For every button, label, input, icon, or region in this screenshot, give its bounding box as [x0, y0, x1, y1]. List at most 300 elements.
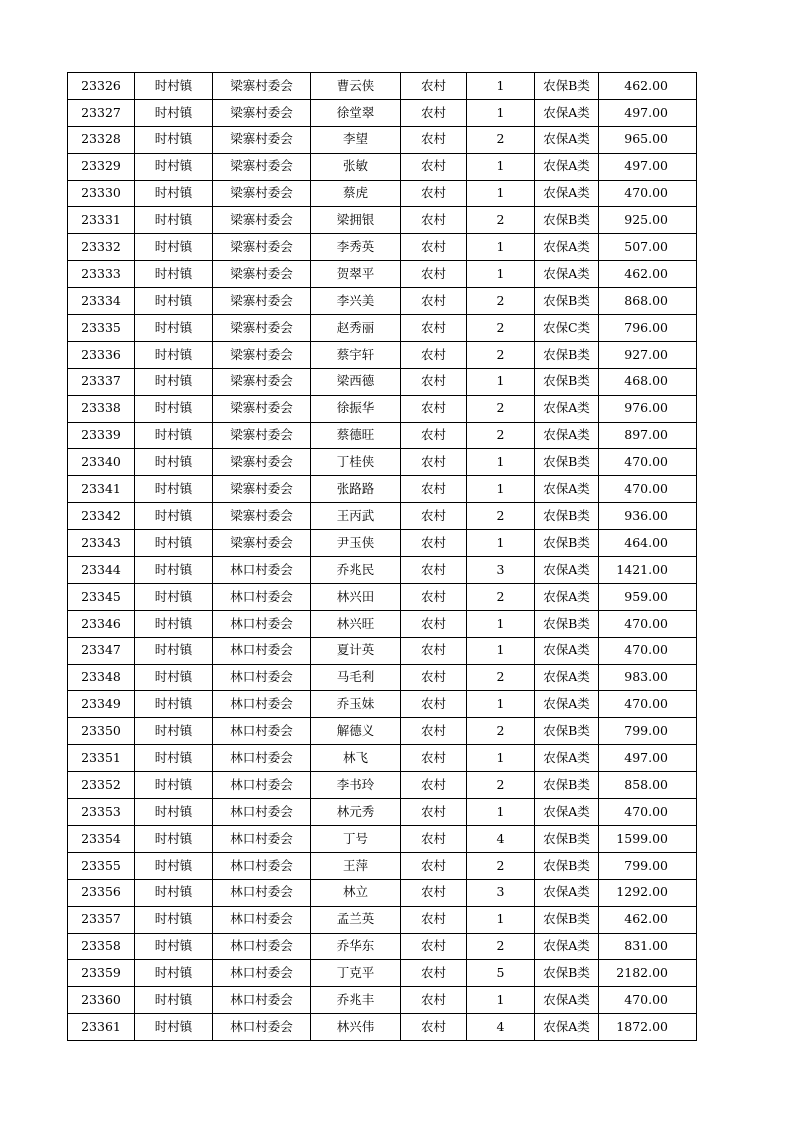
area-type-cell: 农村 — [401, 583, 467, 610]
village-cell: 梁寨村委会 — [213, 315, 311, 342]
record-id-cell: 23342 — [68, 503, 135, 530]
category-cell: 农保A类 — [535, 395, 599, 422]
area-type-cell: 农村 — [401, 745, 467, 772]
town-cell: 时村镇 — [135, 395, 213, 422]
household-count-cell: 2 — [467, 718, 535, 745]
table-row — [68, 288, 697, 315]
table-row — [68, 126, 697, 153]
category-cell: 农保B类 — [535, 207, 599, 234]
benefit-table — [67, 72, 697, 1041]
amount-cell: 927.00 — [599, 341, 697, 368]
village-cell: 林口村委会 — [213, 691, 311, 718]
household-count-cell: 1 — [467, 234, 535, 261]
category-cell: 农保B类 — [535, 772, 599, 799]
town-cell: 时村镇 — [135, 610, 213, 637]
town-cell: 时村镇 — [135, 315, 213, 342]
village-cell: 林口村委会 — [213, 772, 311, 799]
area-type-cell: 农村 — [401, 718, 467, 745]
person-name-cell: 张敏 — [311, 153, 401, 180]
household-count-cell: 2 — [467, 852, 535, 879]
household-count-cell: 2 — [467, 772, 535, 799]
area-type-cell: 农村 — [401, 637, 467, 664]
table-row — [68, 852, 697, 879]
town-cell: 时村镇 — [135, 368, 213, 395]
amount-cell: 799.00 — [599, 852, 697, 879]
area-type-cell: 农村 — [401, 368, 467, 395]
town-cell: 时村镇 — [135, 449, 213, 476]
person-name-cell: 林兴田 — [311, 583, 401, 610]
town-cell: 时村镇 — [135, 799, 213, 826]
person-name-cell: 丁桂侠 — [311, 449, 401, 476]
household-count-cell: 3 — [467, 557, 535, 584]
table-row — [68, 772, 697, 799]
amount-cell: 470.00 — [599, 637, 697, 664]
record-id-cell: 23350 — [68, 718, 135, 745]
amount-cell: 470.00 — [599, 449, 697, 476]
amount-cell: 468.00 — [599, 368, 697, 395]
village-cell: 梁寨村委会 — [213, 234, 311, 261]
village-cell: 林口村委会 — [213, 664, 311, 691]
amount-cell: 470.00 — [599, 180, 697, 207]
household-count-cell: 2 — [467, 422, 535, 449]
person-name-cell: 曹云侠 — [311, 73, 401, 100]
category-cell: 农保A类 — [535, 153, 599, 180]
category-cell: 农保B类 — [535, 825, 599, 852]
town-cell: 时村镇 — [135, 1014, 213, 1041]
area-type-cell: 农村 — [401, 261, 467, 288]
category-cell: 农保B类 — [535, 341, 599, 368]
person-name-cell: 贺翠平 — [311, 261, 401, 288]
town-cell: 时村镇 — [135, 825, 213, 852]
category-cell: 农保A类 — [535, 99, 599, 126]
household-count-cell: 2 — [467, 288, 535, 315]
person-name-cell: 赵秀丽 — [311, 315, 401, 342]
amount-cell: 858.00 — [599, 772, 697, 799]
amount-cell: 470.00 — [599, 476, 697, 503]
person-name-cell: 丁克平 — [311, 960, 401, 987]
household-count-cell: 4 — [467, 825, 535, 852]
table-row — [68, 583, 697, 610]
record-id-cell: 23359 — [68, 960, 135, 987]
household-count-cell: 2 — [467, 341, 535, 368]
household-count-cell: 1 — [467, 153, 535, 180]
area-type-cell: 农村 — [401, 476, 467, 503]
household-count-cell: 2 — [467, 664, 535, 691]
area-type-cell: 农村 — [401, 664, 467, 691]
table-row — [68, 503, 697, 530]
amount-cell: 1872.00 — [599, 1014, 697, 1041]
person-name-cell: 林元秀 — [311, 799, 401, 826]
record-id-cell: 23347 — [68, 637, 135, 664]
table-row — [68, 180, 697, 207]
amount-cell: 462.00 — [599, 261, 697, 288]
amount-cell: 470.00 — [599, 799, 697, 826]
person-name-cell: 林飞 — [311, 745, 401, 772]
person-name-cell: 徐堂翠 — [311, 99, 401, 126]
table-row — [68, 825, 697, 852]
area-type-cell: 农村 — [401, 879, 467, 906]
amount-cell: 1599.00 — [599, 825, 697, 852]
category-cell: 农保B类 — [535, 610, 599, 637]
area-type-cell: 农村 — [401, 126, 467, 153]
household-count-cell: 4 — [467, 1014, 535, 1041]
village-cell: 林口村委会 — [213, 906, 311, 933]
table-row — [68, 368, 697, 395]
household-count-cell: 2 — [467, 395, 535, 422]
amount-cell: 897.00 — [599, 422, 697, 449]
area-type-cell: 农村 — [401, 234, 467, 261]
area-type-cell: 农村 — [401, 395, 467, 422]
record-id-cell: 23338 — [68, 395, 135, 422]
household-count-cell: 1 — [467, 368, 535, 395]
category-cell: 农保B类 — [535, 449, 599, 476]
village-cell: 梁寨村委会 — [213, 126, 311, 153]
town-cell: 时村镇 — [135, 99, 213, 126]
area-type-cell: 农村 — [401, 825, 467, 852]
village-cell: 林口村委会 — [213, 960, 311, 987]
amount-cell: 470.00 — [599, 691, 697, 718]
record-id-cell: 23360 — [68, 987, 135, 1014]
town-cell: 时村镇 — [135, 583, 213, 610]
person-name-cell: 蔡德旺 — [311, 422, 401, 449]
table-row — [68, 799, 697, 826]
household-count-cell: 2 — [467, 583, 535, 610]
town-cell: 时村镇 — [135, 422, 213, 449]
household-count-cell: 1 — [467, 987, 535, 1014]
category-cell: 农保A类 — [535, 987, 599, 1014]
area-type-cell: 农村 — [401, 933, 467, 960]
town-cell: 时村镇 — [135, 987, 213, 1014]
record-id-cell: 23328 — [68, 126, 135, 153]
person-name-cell: 尹玉侠 — [311, 530, 401, 557]
area-type-cell: 农村 — [401, 772, 467, 799]
record-id-cell: 23332 — [68, 234, 135, 261]
household-count-cell: 1 — [467, 99, 535, 126]
village-cell: 梁寨村委会 — [213, 503, 311, 530]
town-cell: 时村镇 — [135, 341, 213, 368]
category-cell: 农保A类 — [535, 583, 599, 610]
record-id-cell: 23326 — [68, 73, 135, 100]
person-name-cell: 蔡虎 — [311, 180, 401, 207]
person-name-cell: 林兴旺 — [311, 610, 401, 637]
village-cell: 梁寨村委会 — [213, 99, 311, 126]
area-type-cell: 农村 — [401, 449, 467, 476]
area-type-cell: 农村 — [401, 987, 467, 1014]
amount-cell: 976.00 — [599, 395, 697, 422]
record-id-cell: 23336 — [68, 341, 135, 368]
town-cell: 时村镇 — [135, 933, 213, 960]
town-cell: 时村镇 — [135, 852, 213, 879]
area-type-cell: 农村 — [401, 557, 467, 584]
table-row — [68, 73, 697, 100]
person-name-cell: 李秀英 — [311, 234, 401, 261]
household-count-cell: 2 — [467, 207, 535, 234]
record-id-cell: 23361 — [68, 1014, 135, 1041]
area-type-cell: 农村 — [401, 73, 467, 100]
record-id-cell: 23334 — [68, 288, 135, 315]
table-row — [68, 933, 697, 960]
town-cell: 时村镇 — [135, 664, 213, 691]
village-cell: 梁寨村委会 — [213, 422, 311, 449]
town-cell: 时村镇 — [135, 691, 213, 718]
person-name-cell: 梁西德 — [311, 368, 401, 395]
household-count-cell: 1 — [467, 73, 535, 100]
household-count-cell: 1 — [467, 530, 535, 557]
table-row — [68, 341, 697, 368]
category-cell: 农保A类 — [535, 879, 599, 906]
village-cell: 林口村委会 — [213, 879, 311, 906]
table-row — [68, 718, 697, 745]
village-cell: 林口村委会 — [213, 718, 311, 745]
category-cell: 农保A类 — [535, 1014, 599, 1041]
record-id-cell: 23346 — [68, 610, 135, 637]
record-id-cell: 23353 — [68, 799, 135, 826]
record-id-cell: 23343 — [68, 530, 135, 557]
amount-cell: 925.00 — [599, 207, 697, 234]
category-cell: 农保A类 — [535, 799, 599, 826]
table-row — [68, 691, 697, 718]
person-name-cell: 蔡宇轩 — [311, 341, 401, 368]
table-row — [68, 153, 697, 180]
table-body — [68, 73, 697, 1041]
category-cell: 农保A类 — [535, 637, 599, 664]
amount-cell: 983.00 — [599, 664, 697, 691]
household-count-cell: 1 — [467, 637, 535, 664]
record-id-cell: 23327 — [68, 99, 135, 126]
category-cell: 农保A类 — [535, 476, 599, 503]
area-type-cell: 农村 — [401, 691, 467, 718]
area-type-cell: 农村 — [401, 852, 467, 879]
record-id-cell: 23355 — [68, 852, 135, 879]
record-id-cell: 23358 — [68, 933, 135, 960]
village-cell: 梁寨村委会 — [213, 341, 311, 368]
person-name-cell: 丁号 — [311, 825, 401, 852]
village-cell: 林口村委会 — [213, 799, 311, 826]
person-name-cell: 解德义 — [311, 718, 401, 745]
village-cell: 梁寨村委会 — [213, 288, 311, 315]
amount-cell: 464.00 — [599, 530, 697, 557]
table-row — [68, 476, 697, 503]
category-cell: 农保A类 — [535, 933, 599, 960]
village-cell: 林口村委会 — [213, 557, 311, 584]
person-name-cell: 李望 — [311, 126, 401, 153]
category-cell: 农保A类 — [535, 180, 599, 207]
record-id-cell: 23351 — [68, 745, 135, 772]
village-cell: 林口村委会 — [213, 610, 311, 637]
table-row — [68, 315, 697, 342]
amount-cell: 799.00 — [599, 718, 697, 745]
table-row — [68, 422, 697, 449]
person-name-cell: 乔兆民 — [311, 557, 401, 584]
area-type-cell: 农村 — [401, 422, 467, 449]
category-cell: 农保B类 — [535, 852, 599, 879]
category-cell: 农保A类 — [535, 664, 599, 691]
person-name-cell: 梁拥银 — [311, 207, 401, 234]
household-count-cell: 3 — [467, 879, 535, 906]
area-type-cell: 农村 — [401, 503, 467, 530]
village-cell: 林口村委会 — [213, 583, 311, 610]
amount-cell: 959.00 — [599, 583, 697, 610]
town-cell: 时村镇 — [135, 637, 213, 664]
area-type-cell: 农村 — [401, 799, 467, 826]
category-cell: 农保A类 — [535, 261, 599, 288]
record-id-cell: 23330 — [68, 180, 135, 207]
category-cell: 农保B类 — [535, 73, 599, 100]
household-count-cell: 1 — [467, 449, 535, 476]
household-count-cell: 1 — [467, 745, 535, 772]
town-cell: 时村镇 — [135, 503, 213, 530]
village-cell: 梁寨村委会 — [213, 530, 311, 557]
area-type-cell: 农村 — [401, 1014, 467, 1041]
village-cell: 林口村委会 — [213, 1014, 311, 1041]
town-cell: 时村镇 — [135, 530, 213, 557]
table-row — [68, 530, 697, 557]
household-count-cell: 2 — [467, 315, 535, 342]
town-cell: 时村镇 — [135, 180, 213, 207]
person-name-cell: 李兴美 — [311, 288, 401, 315]
table-row — [68, 664, 697, 691]
category-cell: 农保A类 — [535, 691, 599, 718]
table-row — [68, 234, 697, 261]
town-cell: 时村镇 — [135, 288, 213, 315]
table-row — [68, 395, 697, 422]
record-id-cell: 23331 — [68, 207, 135, 234]
area-type-cell: 农村 — [401, 99, 467, 126]
amount-cell: 462.00 — [599, 906, 697, 933]
category-cell: 农保B类 — [535, 906, 599, 933]
table-row — [68, 1014, 697, 1041]
category-cell: 农保A类 — [535, 234, 599, 261]
village-cell: 梁寨村委会 — [213, 368, 311, 395]
record-id-cell: 23341 — [68, 476, 135, 503]
household-count-cell: 2 — [467, 933, 535, 960]
household-count-cell: 1 — [467, 610, 535, 637]
table-row — [68, 987, 697, 1014]
category-cell: 农保B类 — [535, 288, 599, 315]
person-name-cell: 马毛利 — [311, 664, 401, 691]
table-row — [68, 906, 697, 933]
amount-cell: 936.00 — [599, 503, 697, 530]
town-cell: 时村镇 — [135, 207, 213, 234]
village-cell: 梁寨村委会 — [213, 261, 311, 288]
amount-cell: 470.00 — [599, 610, 697, 637]
record-id-cell: 23335 — [68, 315, 135, 342]
amount-cell: 507.00 — [599, 234, 697, 261]
household-count-cell: 1 — [467, 180, 535, 207]
category-cell: 农保A类 — [535, 422, 599, 449]
town-cell: 时村镇 — [135, 261, 213, 288]
category-cell: 农保B类 — [535, 530, 599, 557]
amount-cell: 497.00 — [599, 153, 697, 180]
household-count-cell: 1 — [467, 476, 535, 503]
household-count-cell: 1 — [467, 906, 535, 933]
town-cell: 时村镇 — [135, 879, 213, 906]
table-row — [68, 960, 697, 987]
town-cell: 时村镇 — [135, 126, 213, 153]
village-cell: 梁寨村委会 — [213, 476, 311, 503]
village-cell: 梁寨村委会 — [213, 73, 311, 100]
village-cell: 梁寨村委会 — [213, 207, 311, 234]
village-cell: 林口村委会 — [213, 987, 311, 1014]
town-cell: 时村镇 — [135, 476, 213, 503]
category-cell: 农保B类 — [535, 718, 599, 745]
area-type-cell: 农村 — [401, 288, 467, 315]
area-type-cell: 农村 — [401, 610, 467, 637]
amount-cell: 868.00 — [599, 288, 697, 315]
table-row — [68, 99, 697, 126]
village-cell: 林口村委会 — [213, 852, 311, 879]
record-id-cell: 23344 — [68, 557, 135, 584]
person-name-cell: 乔兆丰 — [311, 987, 401, 1014]
town-cell: 时村镇 — [135, 960, 213, 987]
amount-cell: 462.00 — [599, 73, 697, 100]
town-cell: 时村镇 — [135, 772, 213, 799]
amount-cell: 796.00 — [599, 315, 697, 342]
person-name-cell: 徐振华 — [311, 395, 401, 422]
area-type-cell: 农村 — [401, 341, 467, 368]
town-cell: 时村镇 — [135, 557, 213, 584]
record-id-cell: 23329 — [68, 153, 135, 180]
record-id-cell: 23348 — [68, 664, 135, 691]
category-cell: 农保B类 — [535, 960, 599, 987]
household-count-cell: 2 — [467, 126, 535, 153]
person-name-cell: 王萍 — [311, 852, 401, 879]
record-id-cell: 23345 — [68, 583, 135, 610]
area-type-cell: 农村 — [401, 906, 467, 933]
record-id-cell: 23340 — [68, 449, 135, 476]
amount-cell: 1421.00 — [599, 557, 697, 584]
person-name-cell: 王丙武 — [311, 503, 401, 530]
amount-cell: 1292.00 — [599, 879, 697, 906]
town-cell: 时村镇 — [135, 153, 213, 180]
area-type-cell: 农村 — [401, 207, 467, 234]
record-id-cell: 23337 — [68, 368, 135, 395]
amount-cell: 497.00 — [599, 99, 697, 126]
category-cell: 农保B类 — [535, 368, 599, 395]
person-name-cell: 夏计英 — [311, 637, 401, 664]
village-cell: 林口村委会 — [213, 637, 311, 664]
village-cell: 梁寨村委会 — [213, 395, 311, 422]
amount-cell: 965.00 — [599, 126, 697, 153]
record-id-cell: 23357 — [68, 906, 135, 933]
category-cell: 农保A类 — [535, 745, 599, 772]
household-count-cell: 1 — [467, 799, 535, 826]
table-row — [68, 879, 697, 906]
area-type-cell: 农村 — [401, 180, 467, 207]
amount-cell: 470.00 — [599, 987, 697, 1014]
town-cell: 时村镇 — [135, 234, 213, 261]
category-cell: 农保A类 — [535, 557, 599, 584]
table-row — [68, 557, 697, 584]
category-cell: 农保C类 — [535, 315, 599, 342]
table-row — [68, 637, 697, 664]
village-cell: 梁寨村委会 — [213, 449, 311, 476]
area-type-cell: 农村 — [401, 960, 467, 987]
household-count-cell: 1 — [467, 691, 535, 718]
record-id-cell: 23356 — [68, 879, 135, 906]
amount-cell: 497.00 — [599, 745, 697, 772]
record-id-cell: 23352 — [68, 772, 135, 799]
area-type-cell: 农村 — [401, 315, 467, 342]
table-row — [68, 610, 697, 637]
person-name-cell: 张路路 — [311, 476, 401, 503]
person-name-cell: 林兴伟 — [311, 1014, 401, 1041]
table-row — [68, 745, 697, 772]
town-cell: 时村镇 — [135, 73, 213, 100]
village-cell: 林口村委会 — [213, 825, 311, 852]
record-id-cell: 23349 — [68, 691, 135, 718]
person-name-cell: 乔玉妹 — [311, 691, 401, 718]
